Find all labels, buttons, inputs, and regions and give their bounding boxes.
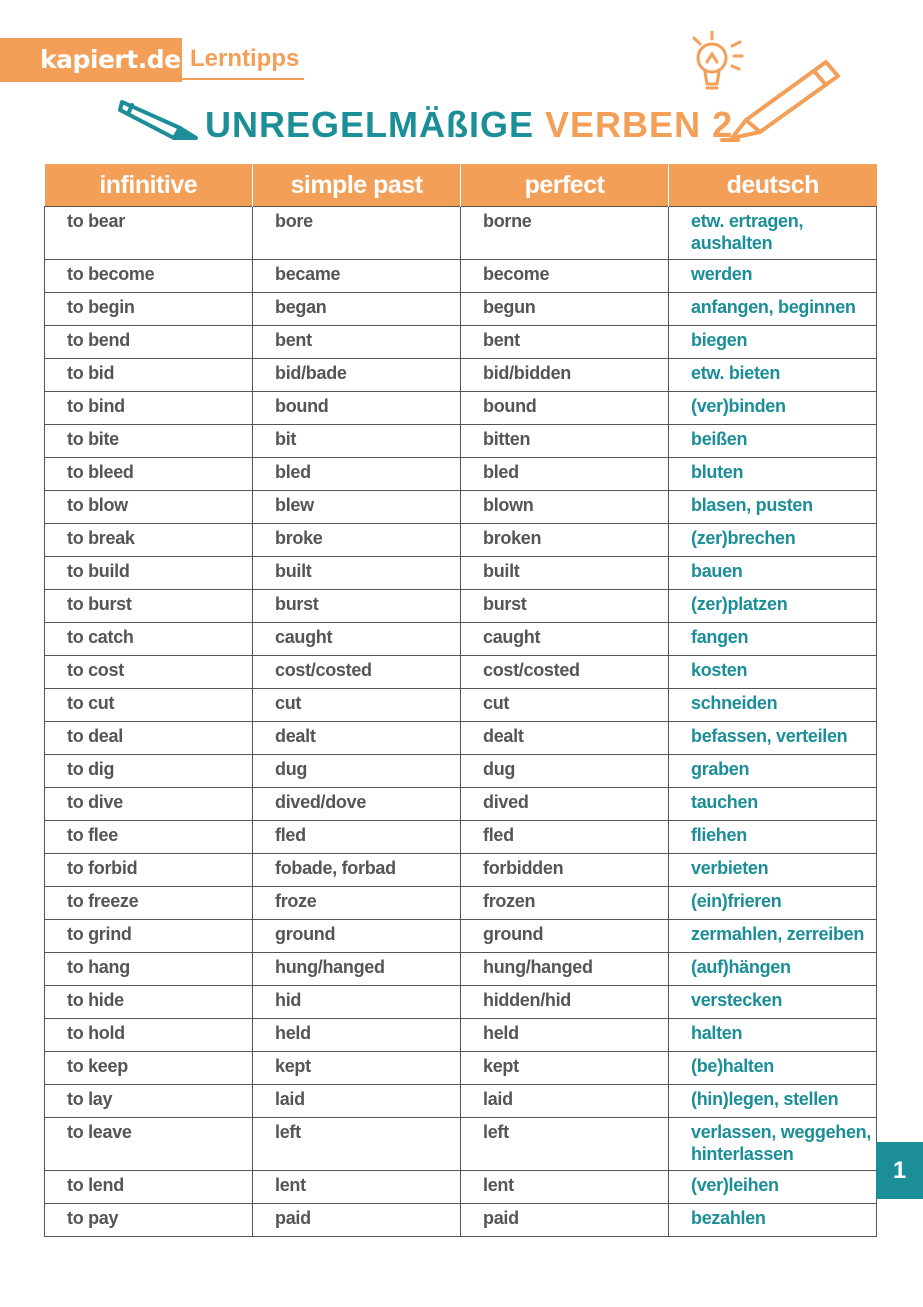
cell-infinitive: to flee [45,821,253,854]
cell-perfect: fled [461,821,669,854]
cell-simple-past: paid [253,1204,461,1237]
cell-deutsch: schneiden [669,689,877,722]
cell-infinitive: to bite [45,425,253,458]
cell-deutsch: (zer)brechen [669,524,877,557]
cell-deutsch: (be)halten [669,1052,877,1085]
cell-infinitive: to burst [45,590,253,623]
cell-simple-past: kept [253,1052,461,1085]
cell-deutsch: zermahlen, zerreiben [669,920,877,953]
cell-deutsch: biegen [669,326,877,359]
cell-simple-past: bound [253,392,461,425]
cell-simple-past: held [253,1019,461,1052]
cell-infinitive: to bid [45,359,253,392]
cell-infinitive: to forbid [45,854,253,887]
cell-deutsch: graben [669,755,877,788]
cell-perfect: kept [461,1052,669,1085]
cell-perfect: held [461,1019,669,1052]
cell-deutsch: (auf)hängen [669,953,877,986]
cell-perfect: ground [461,920,669,953]
cell-simple-past: bit [253,425,461,458]
cell-deutsch: halten [669,1019,877,1052]
cell-perfect: begun [461,293,669,326]
table-row [45,590,877,623]
cell-simple-past: fobade, forbad [253,854,461,887]
cell-infinitive: to hang [45,953,253,986]
cell-perfect: become [461,260,669,293]
cell-infinitive: to pay [45,1204,253,1237]
cell-perfect: built [461,557,669,590]
cell-deutsch: anfangen, beginnen [669,293,877,326]
table-row [45,1171,877,1204]
cell-perfect: borne [461,207,669,260]
pencil-icon [116,94,202,144]
cell-deutsch: bezahlen [669,1204,877,1237]
table-row [45,425,877,458]
brand-tagline: Lerntipps [190,45,300,72]
verb-table [44,164,877,1237]
table-row [45,821,877,854]
cell-infinitive: to dive [45,788,253,821]
cell-infinitive: to lend [45,1171,253,1204]
cell-perfect: dug [461,755,669,788]
cell-perfect: left [461,1118,669,1171]
cell-perfect: bitten [461,425,669,458]
cell-deutsch: etw. ertragen, aushalten [669,207,877,260]
cell-infinitive: to grind [45,920,253,953]
table-row [45,887,877,920]
pen-icon [718,50,848,145]
cell-perfect: lent [461,1171,669,1204]
page-number: 1 [876,1142,923,1199]
cell-simple-past: caught [253,623,461,656]
cell-perfect: bent [461,326,669,359]
cell-perfect: blown [461,491,669,524]
cell-deutsch: blasen, pusten [669,491,877,524]
table-row [45,260,877,293]
table-row [45,207,877,260]
cell-deutsch: fliehen [669,821,877,854]
page-title [205,100,733,150]
cell-simple-past: bled [253,458,461,491]
cell-simple-past: cost/costed [253,656,461,689]
cell-deutsch: bluten [669,458,877,491]
cell-simple-past: bid/bade [253,359,461,392]
cell-infinitive: to bend [45,326,253,359]
column-header-perfect: perfect [461,164,669,207]
cell-simple-past: burst [253,590,461,623]
cell-deutsch: verlassen, weggehen, hinterlassen [669,1118,877,1171]
cell-infinitive: to lay [45,1085,253,1118]
cell-infinitive: to break [45,524,253,557]
cell-infinitive: to build [45,557,253,590]
table-row [45,953,877,986]
cell-deutsch: beißen [669,425,877,458]
verb-table-body [45,207,877,1237]
cell-deutsch: tauchen [669,788,877,821]
cell-simple-past: laid [253,1085,461,1118]
table-row [45,689,877,722]
brand-underline [182,78,304,80]
cell-deutsch: fangen [669,623,877,656]
cell-infinitive: to hold [45,1019,253,1052]
column-header-infinitive: infinitive [45,164,253,207]
cell-perfect: broken [461,524,669,557]
cell-simple-past: lent [253,1171,461,1204]
cell-deutsch: etw. bieten [669,359,877,392]
table-row [45,722,877,755]
cell-simple-past: built [253,557,461,590]
table-row [45,1052,877,1085]
cell-infinitive: to cost [45,656,253,689]
table-row [45,326,877,359]
cell-simple-past: bent [253,326,461,359]
cell-deutsch: (hin)legen, stellen [669,1085,877,1118]
cell-perfect: bid/bidden [461,359,669,392]
cell-infinitive: to bear [45,207,253,260]
table-row [45,920,877,953]
table-row [45,623,877,656]
cell-perfect: caught [461,623,669,656]
title-part-1: UNREGELMÄßIGE [205,104,535,145]
cell-simple-past: hung/hanged [253,953,461,986]
table-row [45,1085,877,1118]
cell-deutsch: bauen [669,557,877,590]
cell-perfect: dealt [461,722,669,755]
table-row [45,1019,877,1052]
cell-infinitive: to bind [45,392,253,425]
cell-simple-past: became [253,260,461,293]
table-row [45,1118,877,1171]
table-row [45,557,877,590]
cell-simple-past: broke [253,524,461,557]
cell-perfect: bled [461,458,669,491]
cell-simple-past: left [253,1118,461,1171]
cell-deutsch: kosten [669,656,877,689]
cell-simple-past: hid [253,986,461,1019]
cell-infinitive: to bleed [45,458,253,491]
column-header-simple-past: simple past [253,164,461,207]
cell-infinitive: to become [45,260,253,293]
cell-infinitive: to keep [45,1052,253,1085]
table-row [45,854,877,887]
cell-simple-past: blew [253,491,461,524]
table-row [45,1204,877,1237]
cell-perfect: bound [461,392,669,425]
cell-perfect: hung/hanged [461,953,669,986]
cell-deutsch: verbieten [669,854,877,887]
cell-perfect: frozen [461,887,669,920]
cell-deutsch: (ein)frieren [669,887,877,920]
table-row [45,491,877,524]
cell-perfect: burst [461,590,669,623]
cell-infinitive: to freeze [45,887,253,920]
cell-perfect: forbidden [461,854,669,887]
cell-deutsch: (ver)leihen [669,1171,877,1204]
table-row [45,986,877,1019]
cell-deutsch: befassen, verteilen [669,722,877,755]
table-row [45,359,877,392]
table-row [45,458,877,491]
table-row [45,392,877,425]
cell-perfect: laid [461,1085,669,1118]
cell-infinitive: to catch [45,623,253,656]
cell-simple-past: ground [253,920,461,953]
cell-perfect: cost/costed [461,656,669,689]
brand-logo: kapiert.de [0,38,182,82]
cell-simple-past: fled [253,821,461,854]
cell-perfect: hidden/hid [461,986,669,1019]
cell-simple-past: cut [253,689,461,722]
cell-simple-past: dug [253,755,461,788]
cell-deutsch: verstecken [669,986,877,1019]
cell-infinitive: to blow [45,491,253,524]
cell-perfect: cut [461,689,669,722]
cell-deutsch: (ver)binden [669,392,877,425]
cell-simple-past: bore [253,207,461,260]
cell-infinitive: to begin [45,293,253,326]
cell-infinitive: to dig [45,755,253,788]
table-row [45,755,877,788]
cell-deutsch: (zer)platzen [669,590,877,623]
table-row [45,524,877,557]
table-row [45,293,877,326]
cell-infinitive: to cut [45,689,253,722]
title-part-2: VERBEN 2 [545,104,734,145]
cell-deutsch: werden [669,260,877,293]
cell-infinitive: to deal [45,722,253,755]
cell-infinitive: to hide [45,986,253,1019]
cell-infinitive: to leave [45,1118,253,1171]
table-header-row [45,164,877,207]
cell-simple-past: began [253,293,461,326]
cell-perfect: dived [461,788,669,821]
cell-simple-past: dived/dove [253,788,461,821]
table-row [45,788,877,821]
column-header-deutsch: deutsch [669,164,877,207]
cell-perfect: paid [461,1204,669,1237]
cell-simple-past: dealt [253,722,461,755]
table-row [45,656,877,689]
cell-simple-past: froze [253,887,461,920]
